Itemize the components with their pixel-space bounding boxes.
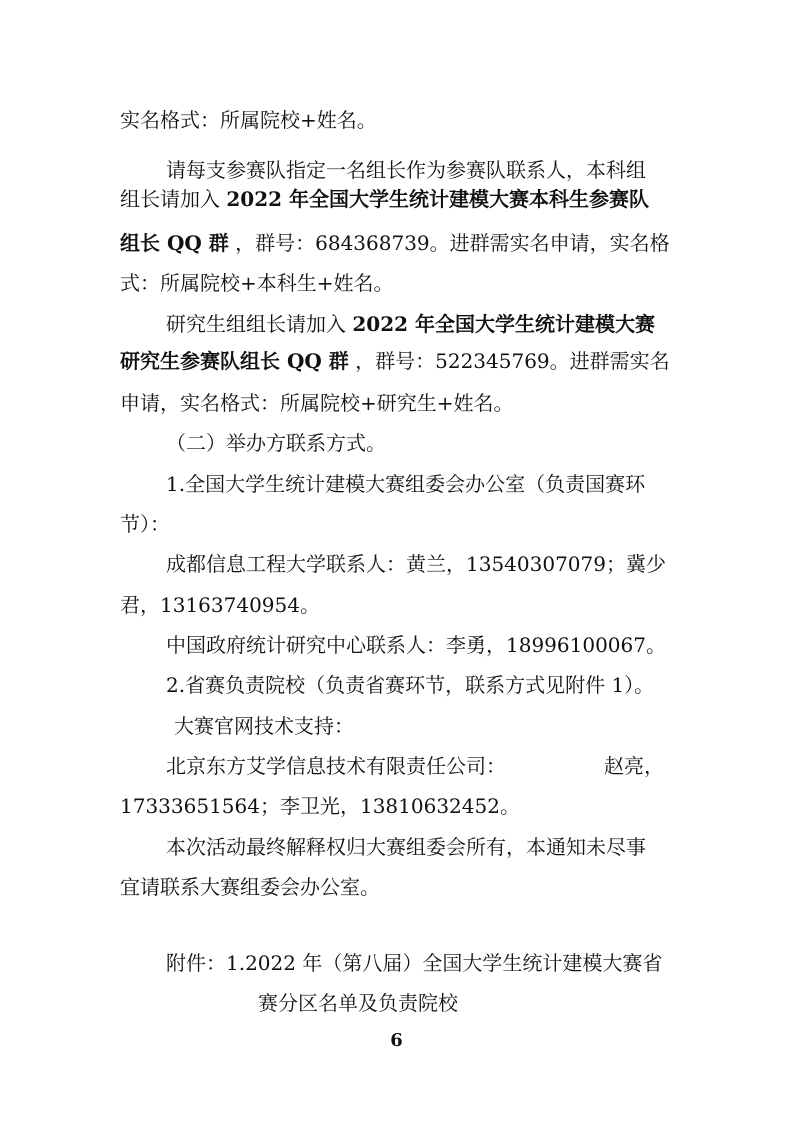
- qq-group-name: 研究生参赛队组长 QQ 群: [120, 349, 349, 373]
- contact-line: 17333651564；李卫光，13810632452。: [120, 794, 520, 818]
- contact-line: 成都信息工程大学联系人：黄兰，13540307079；冀少: [166, 552, 666, 576]
- contact-line: 北京东方艾学信息技术有限责任公司： 赵亮，: [166, 754, 664, 778]
- paragraph-line: 组长请加入 2022 年全国大学生统计建模大赛本科生参赛队: [120, 187, 649, 211]
- qq-group-name: 2022 年全国大学生统计建模大赛: [352, 312, 655, 336]
- qq-group-name: 组长 QQ 群: [120, 231, 229, 255]
- paragraph-line: 申请，实名格式：所属院校+研究生+姓名。: [120, 391, 514, 415]
- attachment-line: 赛分区名单及负责院校: [258, 991, 458, 1015]
- page-number: 6: [390, 1030, 403, 1051]
- list-item: 1.全国大学生统计建模大赛组委会办公室（负责国赛环: [166, 472, 646, 496]
- section-heading: （二）举办方联系方式。: [166, 431, 386, 455]
- paragraph-line: 研究生参赛队组长 QQ 群 ，群号：522345769。进群需实名: [120, 349, 670, 373]
- contact-line: 中国政府统计研究中心联系人：李勇，18996100067。: [166, 633, 666, 657]
- paragraph-line: 组长 QQ 群 ，群号：684368739。进群需实名申请，实名格: [120, 231, 670, 255]
- paragraph-line: 大赛官网技术支持：: [174, 714, 354, 738]
- qq-group-name: 2022 年全国大学生统计建模大赛本科生参赛队: [226, 187, 649, 211]
- contact-line: 君，13163740954。: [120, 593, 320, 617]
- paragraph-line: 实名格式：所属院校+姓名。: [120, 108, 377, 132]
- attachment-line: 附件：1.2022 年（第八届）全国大学生统计建模大赛省: [166, 951, 663, 975]
- paragraph-line: 节）：: [120, 512, 170, 536]
- paragraph-line: 式：所属院校+本科生+姓名。: [120, 271, 394, 295]
- paragraph-line: 请每支参赛队指定一名组长作为参赛队联系人，本科组: [166, 158, 646, 182]
- paragraph-line: 宜请联系大赛组委会办公室。: [120, 875, 380, 899]
- paragraph-line: 研究生组组长请加入 2022 年全国大学生统计建模大赛: [166, 312, 655, 336]
- paragraph-line: 本次活动最终解释权归大赛组委会所有，本通知未尽事: [166, 835, 646, 859]
- list-item: 2.省赛负责院校（负责省赛环节，联系方式见附件 1）。: [166, 673, 655, 697]
